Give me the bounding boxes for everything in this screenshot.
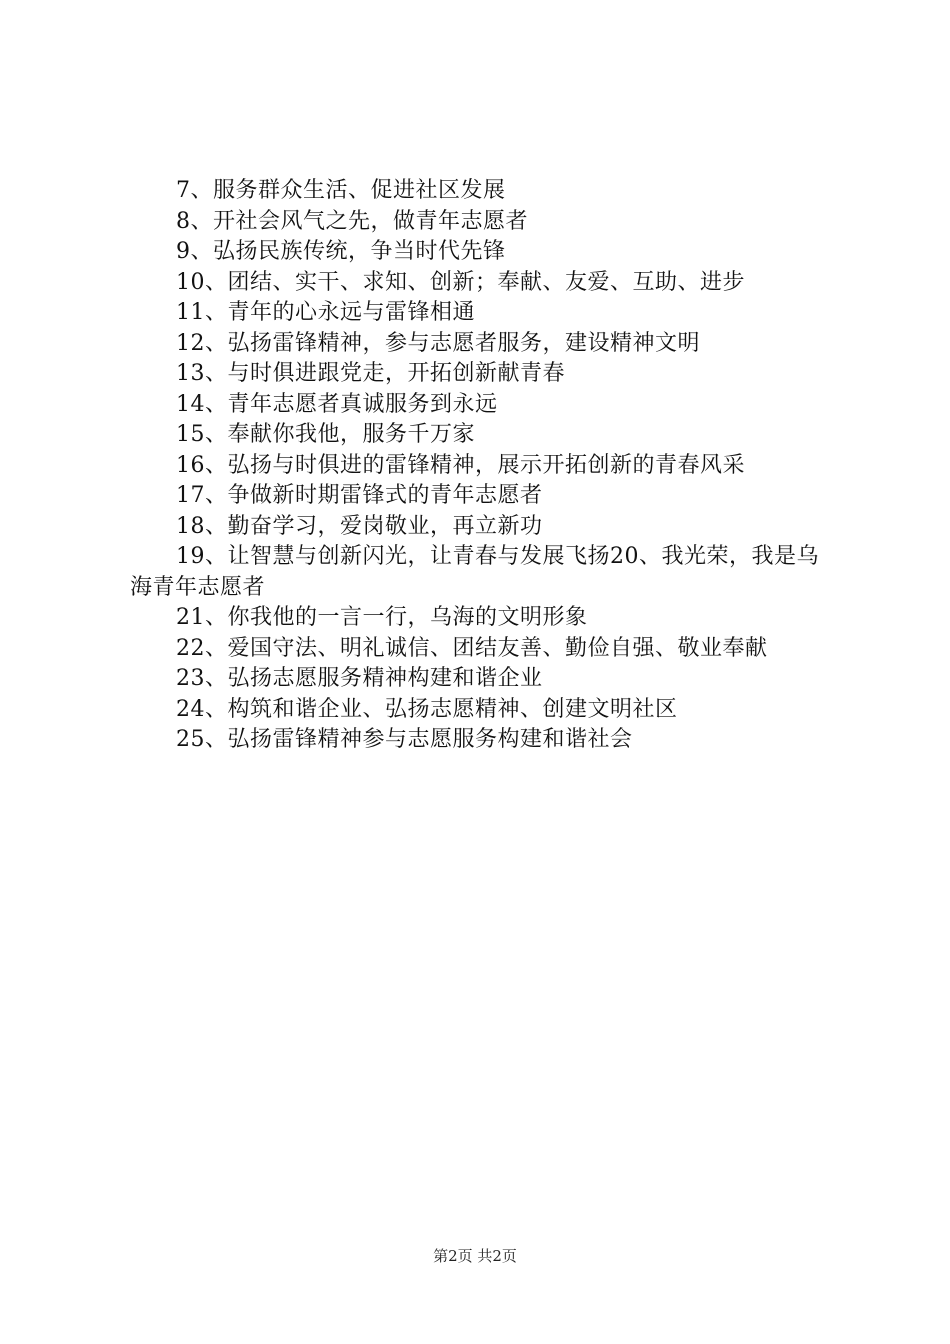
slogan-item-24: 24、构筑和谐企业、弘扬志愿精神、创建文明社区: [176, 696, 678, 722]
slogan-item-17: 17、争做新时期雷锋式的青年志愿者: [176, 483, 543, 508]
slogan-item-25: 25、弘扬雷锋精神参与志愿服务构建和谐社会: [176, 727, 633, 752]
slogan-item-10: 10、团结、实干、求知、创新；奉献、友爱、互助、进步: [176, 269, 745, 295]
slogan-item-8: 8、开社会风气之先，做青年志愿者: [176, 208, 528, 234]
slogan-item-23: 23、弘扬志愿服务精神构建和谐企业: [176, 666, 543, 691]
slogan-item-7: 7、服务群众生活、促进社区发展: [176, 178, 506, 203]
slogan-item-13: 13、与时俱进跟党走，开拓创新献青春: [176, 361, 565, 386]
slogan-item-9: 9、弘扬民族传统，争当时代先锋: [176, 239, 506, 264]
slogan-item-22: 22、爱国守法、明礼诚信、团结友善、勤俭自强、敬业奉献: [176, 635, 768, 661]
document-body: [130, 176, 830, 756]
slogan-item-12: 12、弘扬雷锋精神，参与志愿者服务，建设精神文明: [176, 330, 700, 356]
slogan-item-11: 11、青年的心永远与雷锋相通: [176, 300, 475, 325]
slogan-item-15: 15、奉献你我他，服务千万家: [176, 422, 475, 447]
slogan-item-19-20: 19、让智慧与创新闪光，让青春与发展飞扬20、我光荣，我是乌海青年志愿者: [130, 544, 819, 600]
slogan-item-14: 14、青年志愿者真诚服务到永远: [176, 391, 498, 417]
slogan-item-18: 18、勤奋学习，爱岗敬业，再立新功: [176, 513, 543, 539]
slogan-item-16: 16、弘扬与时俱进的雷锋精神，展示开拓创新的青春风采: [176, 452, 745, 478]
page-number-footer: 第2页 共2页: [433, 1247, 517, 1265]
slogan-item-21: 21、你我他的一言一行，乌海的文明形象: [176, 605, 588, 630]
